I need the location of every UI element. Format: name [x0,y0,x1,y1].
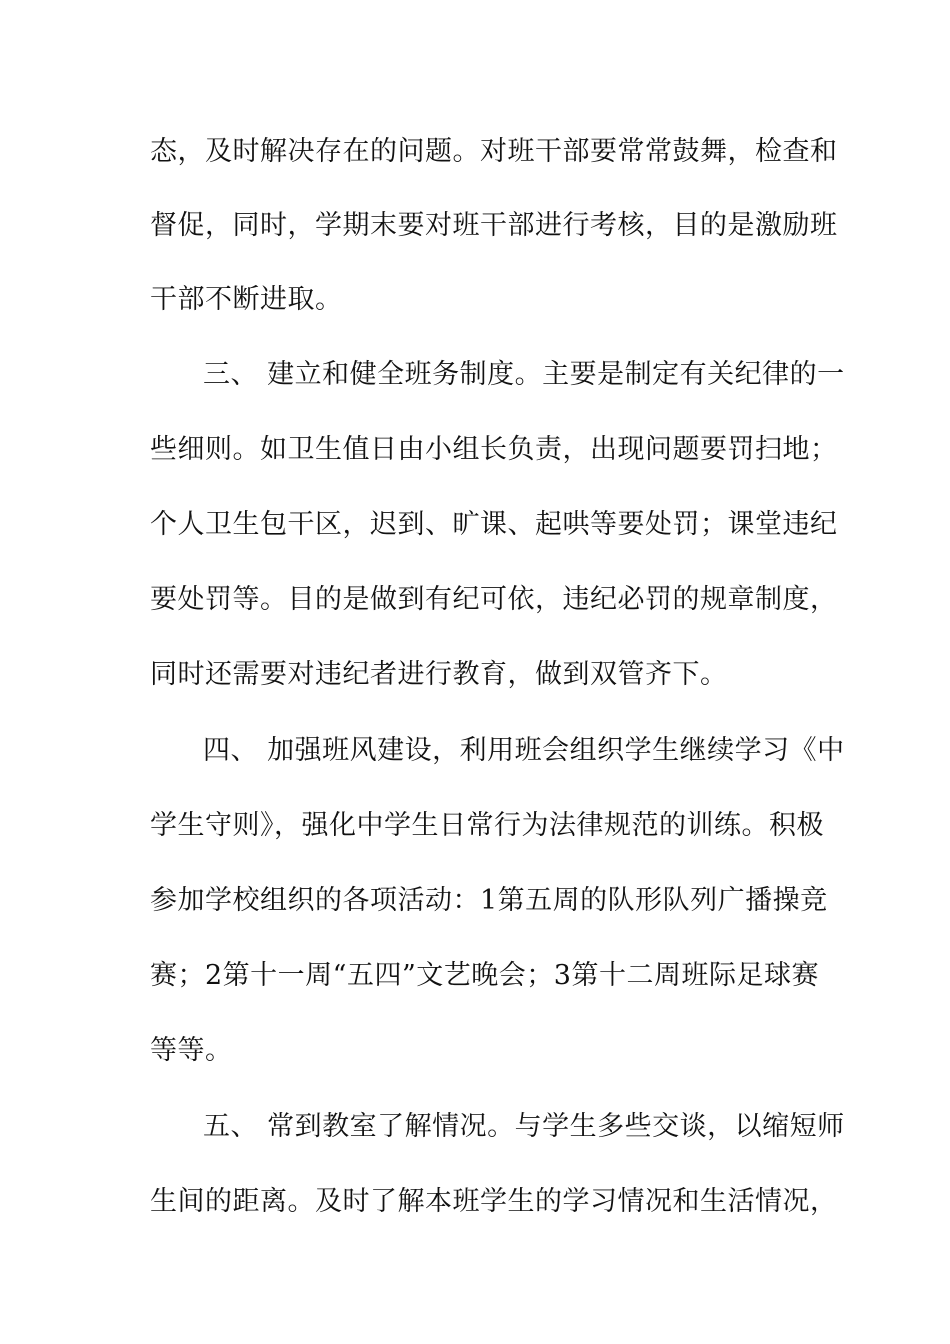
text-line: 干部不断进取。 [150,284,343,315]
text-line: 赛；2第十一周“五四”文艺晚会；3第十二周班际足球赛 [150,960,819,991]
text-line: 要处罚等。目的是做到有纪可依，违纪必罚的规章制度， [150,584,838,615]
text-line: 等等。 [150,1035,233,1066]
section-heading-line: 四、 加强班风建设，利用班会组织学生继续学习《中 [203,735,845,766]
text-line: 个人卫生包干区，迟到、旷课、起哄等要处罚；课堂违纪 [150,509,838,540]
section-heading-line: 三、 建立和健全班务制度。主要是制定有关纪律的一 [203,359,845,390]
text-line: 些细则。如卫生值日由小组长负责，出现问题要罚扫地； [150,434,838,465]
text-line: 同时还需要对违纪者进行教育，做到双管齐下。 [150,659,728,690]
text-line: 态，及时解决存在的问题。对班干部要常常鼓舞，检查和 [150,136,838,167]
text-line: 生间的距离。及时了解本班学生的学习情况和生活情况， [150,1186,838,1217]
section-heading-line: 五、 常到教室了解情况。与学生多些交谈，以缩短师 [203,1111,845,1142]
text-line: 督促，同时，学期末要对班干部进行考核，目的是激励班 [150,210,838,241]
text-line: 参加学校组织的各项活动：1第五周的队形队列广播操竞 [150,885,828,916]
text-line: 学生守则》，强化中学生日常行为法律规范的训练。积极 [150,810,824,841]
